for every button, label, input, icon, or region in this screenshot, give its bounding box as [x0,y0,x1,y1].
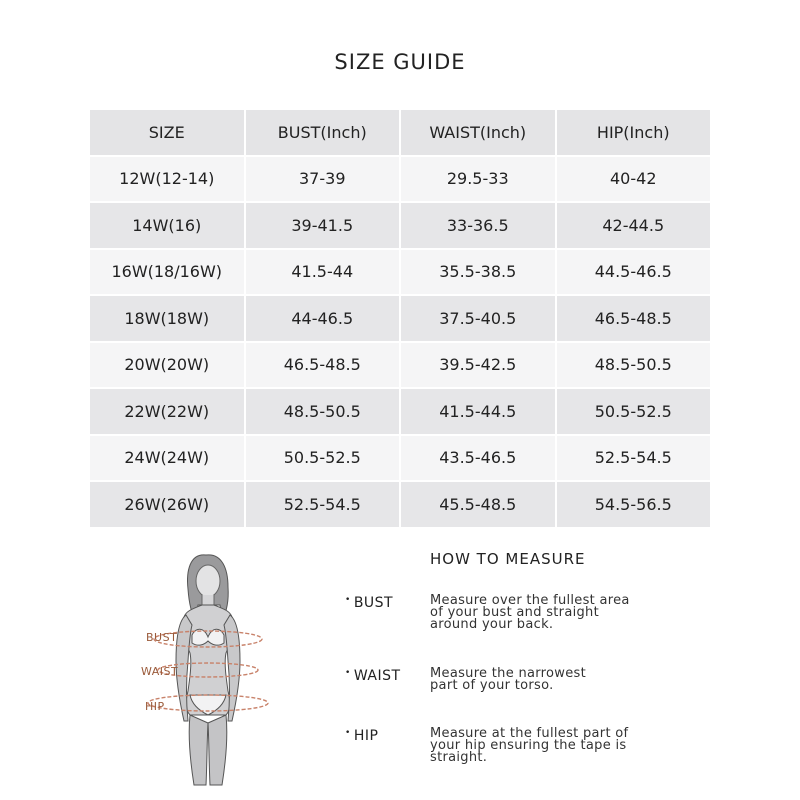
measure-key: BUST [353,595,394,611]
cell-bust: 37-39 [246,157,400,202]
page-title: SIZE GUIDE [334,50,466,74]
measure-description: Measure over the fullest area of your bust and straight around your back. [430,593,630,632]
measure-key: HIP [353,728,379,744]
cell-waist: 45.5-48.5 [401,482,555,527]
cell-bust: 44-46.5 [246,296,400,341]
cell-size: 14W(16) [90,203,244,248]
measure-description: Measure at the fullest part of your hip ensuring the tape is straight. [430,726,629,765]
figure-label-waist: WAIST [141,665,179,678]
table-row [90,250,710,295]
cell-hip: 50.5-52.5 [557,389,711,434]
size-table [88,108,712,529]
cell-bust: 39-41.5 [246,203,400,248]
cell-size: 22W(22W) [90,389,244,434]
header-waist: WAIST(Inch) [401,110,555,155]
cell-hip: 48.5-50.5 [557,343,711,388]
bullet-icon: • [345,595,351,605]
measure-key: WAIST [353,668,401,684]
cell-waist: 39.5-42.5 [401,343,555,388]
table-row [90,389,710,434]
table-row [90,343,710,388]
table-row [90,203,710,248]
cell-hip: 42-44.5 [557,203,711,248]
bullet-icon: • [345,668,351,678]
cell-hip: 40-42 [557,157,711,202]
cell-size: 26W(26W) [90,482,244,527]
how-to-measure-title: HOW TO MEASURE [430,550,586,568]
cell-size: 18W(18W) [90,296,244,341]
table-row [90,296,710,341]
cell-size: 16W(18/16W) [90,250,244,295]
cell-bust: 48.5-50.5 [246,389,400,434]
cell-waist: 33-36.5 [401,203,555,248]
cell-waist: 35.5-38.5 [401,250,555,295]
cell-size: 24W(24W) [90,436,244,481]
cell-size: 12W(12-14) [90,157,244,202]
cell-waist: 37.5-40.5 [401,296,555,341]
cell-hip: 46.5-48.5 [557,296,711,341]
cell-hip: 54.5-56.5 [557,482,711,527]
figure-label-bust: BUST [146,631,178,644]
cell-bust: 50.5-52.5 [246,436,400,481]
cell-hip: 52.5-54.5 [557,436,711,481]
cell-waist: 41.5-44.5 [401,389,555,434]
table-row [90,482,710,527]
cell-size: 20W(20W) [90,343,244,388]
cell-waist: 29.5-33 [401,157,555,202]
bullet-icon: • [345,728,351,738]
cell-bust: 52.5-54.5 [246,482,400,527]
table-header-row [90,110,710,155]
measure-description: Measure the narrowest part of your torso. [430,666,586,693]
table-row [90,436,710,481]
header-hip: HIP(Inch) [557,110,711,155]
cell-bust: 41.5-44 [246,250,400,295]
cell-bust: 46.5-48.5 [246,343,400,388]
figure-label-hip: HIP [145,700,165,713]
table-row [90,157,710,202]
header-size: SIZE [90,110,244,155]
header-bust: BUST(Inch) [246,110,400,155]
cell-waist: 43.5-46.5 [401,436,555,481]
cell-hip: 44.5-46.5 [557,250,711,295]
